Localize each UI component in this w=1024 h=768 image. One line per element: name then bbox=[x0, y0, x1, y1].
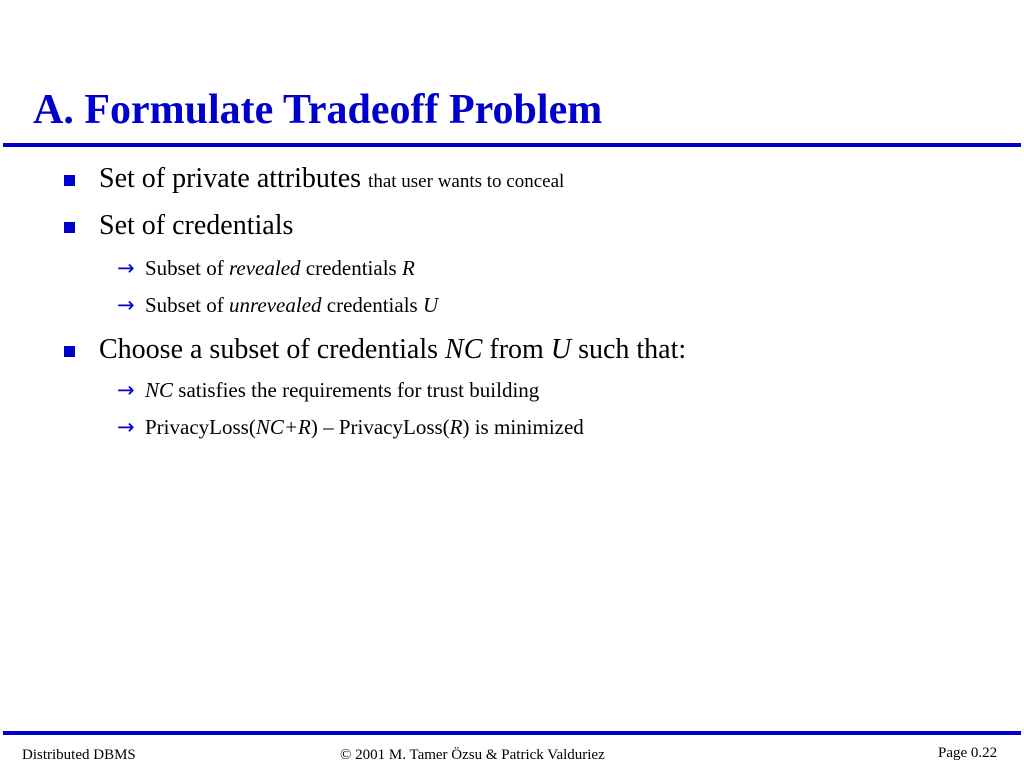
footer-page-number: Page 0.22 bbox=[938, 745, 998, 761]
square-bullet-icon bbox=[64, 175, 75, 186]
bullet-text: Set of private attributes that user wants to conceal bbox=[99, 163, 565, 194]
bullet-text: Set of credentials bbox=[99, 210, 294, 241]
arrow-right-icon: → bbox=[117, 415, 135, 439]
footer-divider bbox=[3, 731, 1021, 735]
square-bullet-icon bbox=[64, 346, 75, 357]
square-bullet-icon bbox=[64, 222, 75, 233]
footer-course: Distributed DBMS bbox=[22, 747, 136, 763]
arrow-right-icon: → bbox=[117, 256, 135, 280]
footer-copyright: © 2001 M. Tamer Özsu & Patrick Valduriez bbox=[340, 747, 605, 763]
sub-bullet-text: Subset of unrevealed credentials U bbox=[145, 293, 439, 317]
bullet-text: Choose a subset of credentials NC from U such that: bbox=[99, 334, 687, 365]
arrow-right-icon: → bbox=[117, 378, 135, 402]
sub-bullet-text: NC satisfies the requirements for trust building bbox=[145, 378, 540, 402]
sub-bullet-text: PrivacyLoss(NC+R) – PrivacyLoss(R) is minimized bbox=[145, 415, 584, 439]
arrow-right-icon: → bbox=[117, 293, 135, 317]
title-divider bbox=[3, 143, 1021, 147]
sub-bullet-text: Subset of revealed credentials R bbox=[145, 256, 415, 280]
slide-title: A. Formulate Tradeoff Problem bbox=[33, 87, 603, 133]
